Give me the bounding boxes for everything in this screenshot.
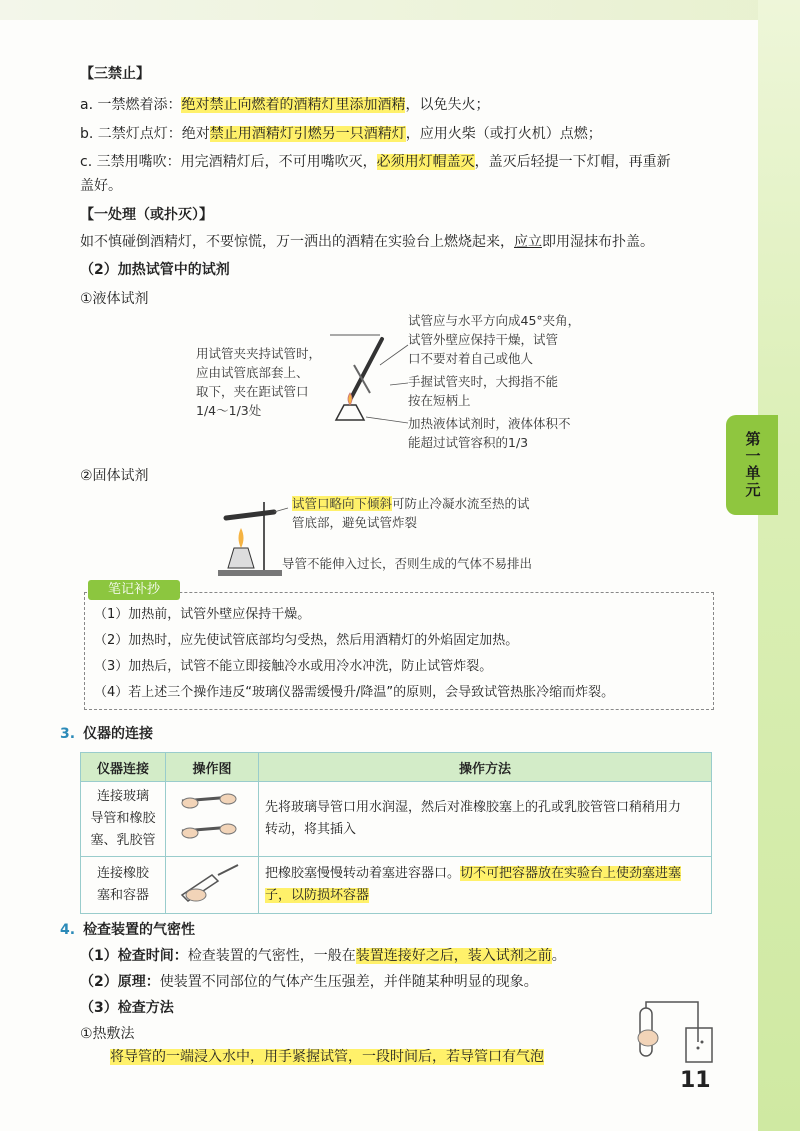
one-handle-post: 即用湿抹布扑盖。 bbox=[542, 234, 654, 250]
ban-c-pre: c. 三禁用嘴吹：用完酒精灯后，不可用嘴吹灭， bbox=[80, 154, 377, 170]
row2-name bbox=[81, 857, 166, 914]
row2-name-line-1: 连接橡胶 bbox=[96, 866, 149, 881]
liquid-right-line-1: 试管应与水平方向成45°夹角， bbox=[408, 313, 581, 328]
ban-c-cont: 盖好。 bbox=[80, 178, 122, 194]
note-line-4: （4）若上述三个操作违反“玻璃仪器需缓慢升/降温”的原则，会导致试管热胀冷缩而炸裂。 bbox=[94, 685, 615, 700]
hand-stopper-icon bbox=[172, 861, 252, 905]
solid-line-1 bbox=[292, 494, 530, 513]
bubble-icon bbox=[701, 1041, 704, 1044]
liquid-left-line-1: 用试管夹夹持试管时， bbox=[196, 346, 322, 361]
ban-b-highlight: 禁止用酒精灯引燃另一只酒精灯 bbox=[209, 126, 406, 142]
table-header-diagram: 操作图 bbox=[166, 753, 259, 782]
one-handle-pre: 如不慎碰倒酒精灯，不要惊慌，万一洒出的酒精在实验台上燃烧起来， bbox=[80, 234, 514, 250]
row1-method-line-2: 转动，将其插入 bbox=[265, 822, 357, 837]
frac-end: 处 bbox=[248, 403, 262, 418]
liquid-right-line-5: 按在短柄上 bbox=[408, 393, 471, 408]
section4-title: 检查装置的气密性 bbox=[83, 922, 196, 938]
frac-quarter: 1/4 bbox=[196, 403, 217, 418]
section4-number: 4. bbox=[60, 922, 76, 938]
three-bans-title: 【三禁止】 bbox=[80, 66, 150, 82]
note-line-3: （3）加热后，试管不能立即接触冷水或用冷水冲洗，防止试管炸裂。 bbox=[94, 659, 493, 674]
ban-a-post: ，以免失火； bbox=[405, 97, 490, 113]
hand-icon bbox=[638, 1030, 658, 1046]
liquid-heating-diagram bbox=[320, 325, 420, 445]
liquid-title: ①液体试剂 bbox=[80, 291, 149, 307]
section4-p3: （3）检查方法 bbox=[80, 1000, 174, 1016]
row2-method-line-2 bbox=[265, 885, 705, 907]
frac-third: 1/3 bbox=[228, 403, 249, 418]
unit-tab-label: 第一单元 bbox=[743, 431, 762, 499]
solid-annotation-3: 导管不能伸入过长，否则生成的气体不易排出 bbox=[282, 556, 533, 571]
ban-c-post: ，盖灭后轻提一下灯帽，再重新 bbox=[474, 154, 671, 170]
liquid-right-annotation-1 bbox=[408, 311, 580, 368]
section4-p2-label: （2）原理： bbox=[80, 974, 160, 990]
unit-tab[interactable] bbox=[726, 415, 778, 515]
row1-method bbox=[259, 782, 712, 857]
solid-annotation bbox=[292, 494, 530, 532]
solid-title: ②固体试剂 bbox=[80, 468, 149, 484]
row2-method bbox=[259, 857, 712, 914]
liquid-right-line-4: 手握试管夹时，大拇指不能 bbox=[408, 374, 559, 389]
note-line-2: （2）加热时，应先使试管底部均匀受热，然后用酒精灯的外焰固定加热。 bbox=[94, 633, 519, 648]
heating-title: （2）加热试管中的试剂 bbox=[80, 262, 230, 278]
row2-diagram bbox=[166, 857, 259, 914]
test-tube-icon bbox=[226, 512, 274, 518]
connection-table bbox=[80, 752, 712, 914]
right-decor-bar bbox=[758, 0, 800, 1131]
table-row bbox=[81, 857, 712, 914]
row2-method-pre: 把橡胶塞慢慢转动着塞进容器口。 bbox=[265, 866, 461, 881]
section4-p2-text: 使装置不同部位的气体产生压强差，并伴随某种明显的现象。 bbox=[159, 974, 538, 990]
test-tube-icon bbox=[350, 339, 382, 400]
beaker-icon bbox=[686, 1028, 712, 1062]
section4-p2 bbox=[80, 972, 538, 992]
liquid-right-fraction: 1/3 bbox=[508, 435, 529, 450]
liquid-right-line-2: 试管外壁应保持干燥，试管 bbox=[408, 332, 559, 347]
ban-c-highlight: 必须用灯帽盖灭 bbox=[376, 154, 475, 170]
row1-name-line-1: 连接玻璃 bbox=[96, 789, 149, 804]
liquid-left-fraction bbox=[196, 401, 321, 420]
liquid-left-annotation bbox=[196, 344, 321, 420]
section4-p1 bbox=[80, 946, 566, 966]
row1-name-line-3: 塞、乳胶管 bbox=[90, 833, 156, 848]
page-number: 11 bbox=[680, 1068, 711, 1093]
one-handle-text bbox=[80, 232, 654, 252]
ban-b-pre: b. 二禁灯点灯：绝对 bbox=[80, 126, 210, 142]
liquid-right-line-7 bbox=[408, 433, 571, 452]
ban-c bbox=[80, 152, 671, 172]
iron-stand-base-icon bbox=[218, 570, 282, 576]
row1-name-line-2: 导管和橡胶 bbox=[90, 811, 156, 826]
ban-a-highlight: 绝对禁止向燃着的酒精灯里添加酒精 bbox=[181, 97, 406, 113]
ban-b-post: ，应用火柴（或打火机）点燃； bbox=[405, 126, 602, 142]
ban-b bbox=[80, 124, 602, 144]
section4-p1-highlight: 装置连接好之后，装入试剂之前 bbox=[355, 948, 552, 964]
solid-line-2: 管底部，避免试管炸裂 bbox=[292, 515, 418, 530]
frac-sep: ～ bbox=[216, 403, 229, 418]
solid-line-1-highlight: 试管口略向下倾斜 bbox=[292, 496, 393, 511]
row1-name bbox=[81, 782, 166, 857]
hand-insert-tube-icon bbox=[172, 787, 252, 847]
table-header-method: 操作方法 bbox=[259, 753, 712, 782]
liquid-right-annotation-2 bbox=[408, 372, 558, 410]
solid-line-1-post: 可防止冷凝水流至热的试 bbox=[392, 496, 530, 511]
table-header-row bbox=[81, 753, 712, 782]
top-decor-bar bbox=[0, 0, 800, 20]
row1-diagram bbox=[166, 782, 259, 857]
ban-a bbox=[80, 95, 489, 115]
airtightness-diagram bbox=[634, 998, 724, 1068]
note-line-1: （1）加热前，试管外壁应保持干燥。 bbox=[94, 607, 311, 622]
alcohol-lamp-icon bbox=[336, 405, 364, 420]
liquid-right-annotation-3 bbox=[408, 414, 571, 452]
section4-p5 bbox=[110, 1047, 544, 1067]
section4-p5-highlight: 将导管的一端浸入水中，用手紧握试管，一段时间后，若导管口有气泡 bbox=[110, 1049, 544, 1065]
row1-method-line-1: 先将玻璃导管口用水润湿，然后对准橡胶塞上的孔或乳胶管管口稍稍用力 bbox=[265, 800, 682, 815]
section4-p1-pre: 检查装置的气密性，一般在 bbox=[187, 948, 356, 964]
alcohol-lamp-icon bbox=[228, 548, 254, 568]
liquid-left-line-3: 取下，夹在距试管口 bbox=[196, 384, 309, 399]
row2-name-line-2: 塞和容器 bbox=[96, 888, 149, 903]
section3-number: 3. bbox=[60, 726, 76, 742]
flame-icon bbox=[239, 528, 244, 548]
liquid-right-line-6: 加热液体试剂时，液体体积不 bbox=[408, 416, 571, 431]
section3-title: 仪器的连接 bbox=[83, 726, 154, 742]
table-header-connection: 仪器连接 bbox=[81, 753, 166, 782]
section4-p1-label: （1）检查时间： bbox=[80, 948, 188, 964]
liquid-right-line-3: 口不要对着自己或他人 bbox=[408, 351, 534, 366]
notes-tag: 笔记补抄 bbox=[88, 580, 180, 600]
section4-heading bbox=[60, 919, 195, 939]
section4-p4: ①热敷法 bbox=[80, 1026, 135, 1042]
bubble-icon bbox=[697, 1047, 700, 1050]
one-handle-title: 【一处理（或扑灭）】 bbox=[80, 207, 213, 223]
flame-icon bbox=[348, 393, 352, 405]
row2-method-highlight-1: 切不可把容器放在实验台上使劲塞进塞 bbox=[460, 866, 682, 881]
table-row bbox=[81, 782, 712, 857]
section4-p1-post: 。 bbox=[551, 948, 566, 964]
one-handle-underlined: 应立 bbox=[514, 234, 542, 250]
row2-method-line-1 bbox=[265, 863, 705, 885]
row2-method-highlight-2: 子，以防损坏容器 bbox=[265, 888, 370, 903]
liquid-left-line-2: 应由试管底部套上、 bbox=[196, 365, 309, 380]
section3-heading bbox=[60, 723, 153, 743]
liquid-right-line-7-text: 能超过试管容积的 bbox=[408, 435, 509, 450]
ban-a-pre: a. 一禁燃着添： bbox=[80, 97, 182, 113]
